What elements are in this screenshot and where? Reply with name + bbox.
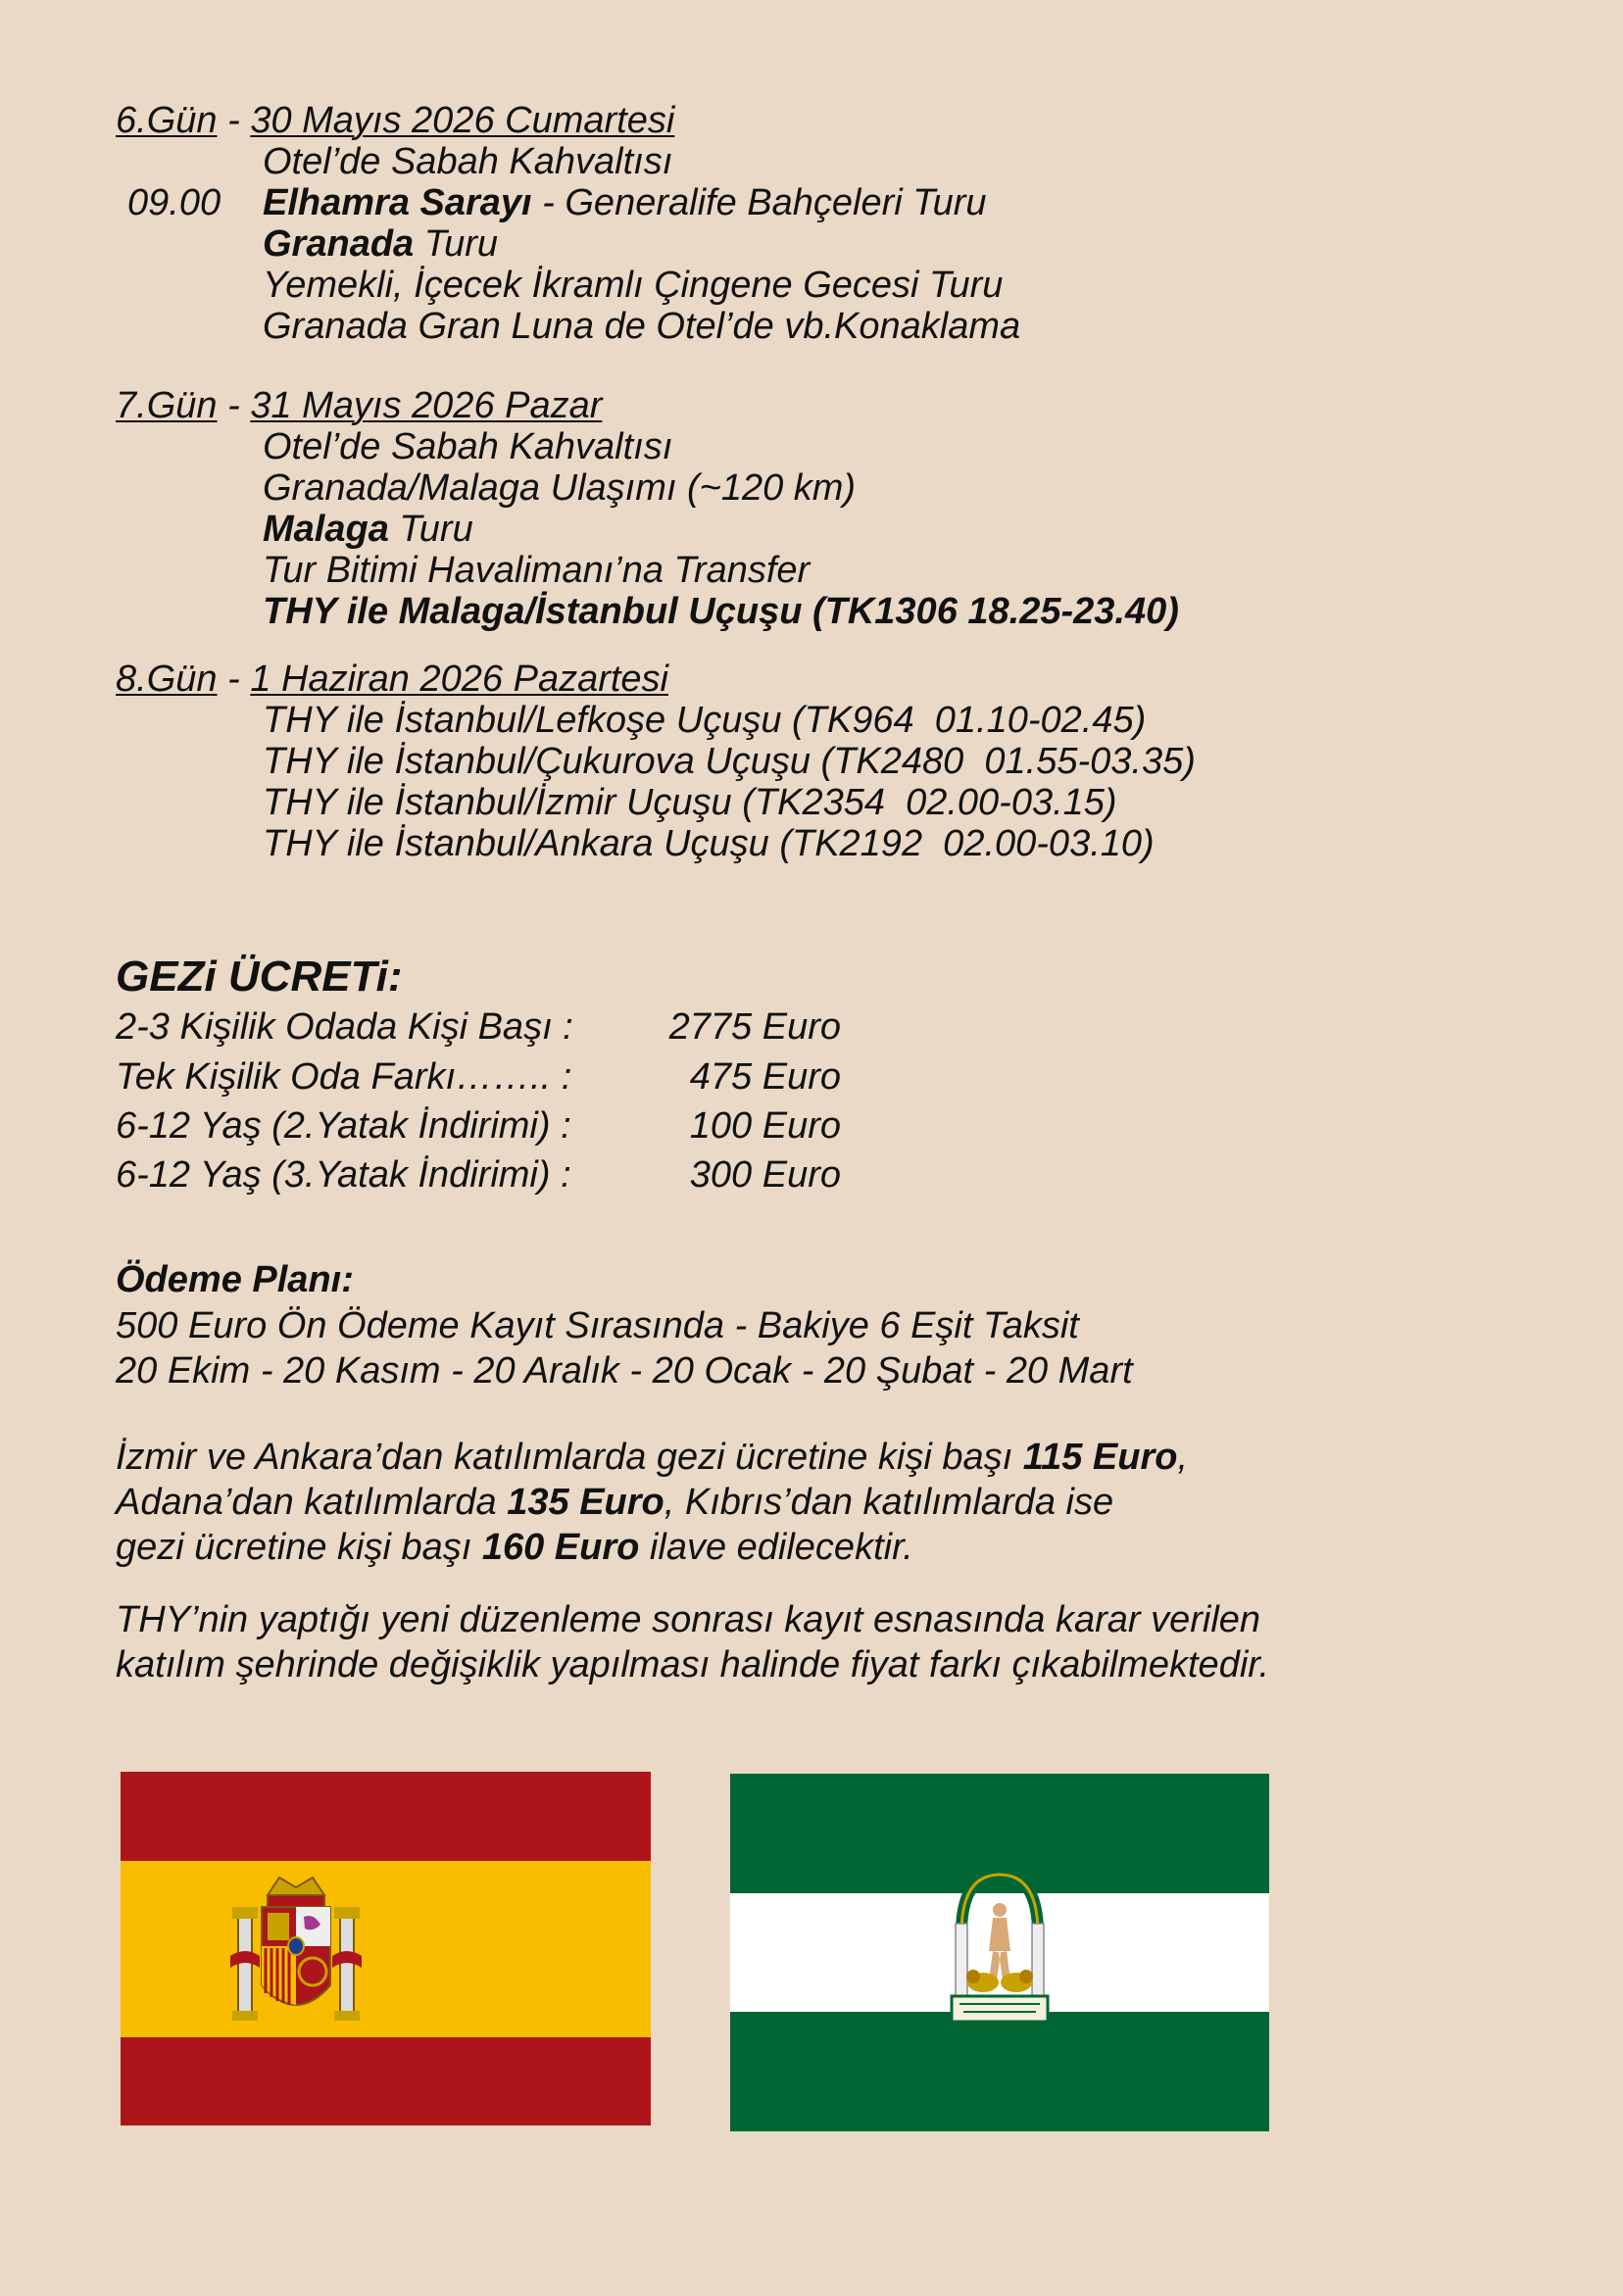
price-label: 2-3 Kişilik Odada Kişi Başı : <box>116 1006 573 1048</box>
itinerary-item <box>116 700 1147 741</box>
itinerary-text <box>263 141 672 182</box>
itinerary-fragment: Turu <box>414 223 499 265</box>
itinerary-text <box>263 426 672 467</box>
price-value: 100 Euro <box>689 1105 841 1147</box>
surcharge-text: , Kıbrıs’dan katılımlarda ise <box>664 1482 1114 1523</box>
itinerary-fragment: Granada Gran Luna de Otel’de vb.Konaklama <box>263 306 1021 347</box>
pricing-title: GEZi ÜCRETi: <box>116 953 403 1001</box>
itinerary-text <box>263 509 473 550</box>
price-value: 475 Euro <box>689 1056 841 1098</box>
itinerary-highlight: Elhamra Sarayı <box>263 182 532 223</box>
itinerary-fragment: Granada/Malaga Ulaşımı (~120 km) <box>263 467 857 509</box>
surcharge-text: Adana’dan katılımlarda <box>116 1482 508 1523</box>
itinerary-text <box>263 182 987 223</box>
day-header <box>116 659 668 700</box>
itinerary-fragment: THY ile İstanbul/Ankara Uçuşu (TK2192 02.00-03.10) <box>263 823 1155 864</box>
itinerary-text <box>263 700 1146 741</box>
note-line-2: katılım şehrinde değişiklik yapılması halinde fiyat farkı çıkabilmektedir. <box>116 1644 1270 1685</box>
surcharge-text: gezi ücretine kişi başı <box>116 1527 482 1568</box>
itinerary-text <box>263 823 1155 864</box>
itinerary-fragment: THY ile İstanbul/İzmir Uçuşu (TK2354 02.00-03.15) <box>263 782 1117 823</box>
itinerary-text <box>263 591 1179 632</box>
day-7-block <box>116 385 1179 632</box>
itinerary-text <box>263 467 856 509</box>
price-label: Tek Kişilik Oda Farkı…….. : <box>116 1056 572 1098</box>
itinerary-text <box>263 741 1196 782</box>
price-value: 300 Euro <box>689 1154 841 1196</box>
itinerary-item <box>116 823 1155 864</box>
day-date: 30 Mayıs 2026 Cumartesi <box>250 100 675 141</box>
itinerary-fragment: THY ile İstanbul/Çukurova Uçuşu (TK2480 01.55-03.35) <box>263 741 1196 782</box>
itinerary-item <box>116 467 857 509</box>
payment-line-2: 20 Ekim - 20 Kasım - 20 Aralık - 20 Ocak - 20 Şubat - 20 Mart <box>116 1350 1133 1392</box>
surcharge-line-2 <box>116 1480 1113 1525</box>
day-separator: - <box>217 385 251 426</box>
day-label: 6.Gün <box>116 100 218 141</box>
surcharge-amount: 115 Euro <box>1022 1437 1178 1478</box>
surcharge-text: , <box>1177 1437 1189 1478</box>
note-line-1: THY’nin yaptığı yeni düzenleme sonrası kayıt esnasında karar verilen <box>116 1599 1261 1640</box>
day-6-block <box>116 100 1021 347</box>
surcharge-line-3 <box>116 1525 913 1570</box>
surcharge-line-1 <box>116 1435 1188 1480</box>
itinerary-item <box>116 223 674 265</box>
itinerary-text <box>263 782 1117 823</box>
itinerary-fragment: Turu <box>388 509 473 550</box>
day-date: 1 Haziran 2026 Pazartesi <box>250 659 668 700</box>
itinerary-text <box>263 223 498 265</box>
itinerary-item <box>116 426 673 467</box>
itinerary-text <box>263 265 1003 306</box>
day-header <box>116 385 602 426</box>
itinerary-fragment: - Generalife Bahçeleri Turu <box>531 182 987 223</box>
itinerary-highlight: THY ile Malaga/İstanbul Uçuşu (TK1306 18.25-23.40) <box>263 591 1179 632</box>
payment-title: Ödeme Planı: <box>116 1259 354 1300</box>
surcharge-amount: 160 Euro <box>481 1527 640 1568</box>
itinerary-fragment: THY ile İstanbul/Lefkoşe Uçuşu (TK964 01.10-02.45) <box>263 700 1147 741</box>
day-date: 31 Mayıs 2026 Pazar <box>250 385 603 426</box>
itinerary-fragment: Tur Bitimi Havalimanı’na Transfer <box>263 550 811 591</box>
day-separator: - <box>217 659 251 700</box>
day-label: 7.Gün <box>116 385 218 426</box>
itinerary-fragment: Yemekli, İçecek İkramlı Çingene Gecesi Turu <box>263 265 1004 306</box>
itinerary-item <box>116 782 1117 823</box>
surcharge-text: İzmir ve Ankara’dan katılımlarda gezi ücretine kişi başı <box>116 1437 1023 1478</box>
andalusia-flag-icon <box>730 1774 1269 2131</box>
surcharge-text: ilave edilecektir. <box>639 1527 913 1568</box>
itinerary-item <box>116 741 1196 782</box>
itinerary-item <box>116 591 1179 632</box>
day-label: 8.Gün <box>116 659 218 700</box>
price-value: 2775 Euro <box>668 1006 841 1048</box>
itinerary-item <box>116 182 987 223</box>
price-label: 6-12 Yaş (2.Yatak İndirimi) : <box>116 1105 571 1147</box>
price-label: 6-12 Yaş (3.Yatak İndirimi) : <box>116 1154 571 1196</box>
surcharge-amount: 135 Euro <box>507 1482 664 1523</box>
itinerary-text <box>263 306 1020 347</box>
itinerary-item <box>116 306 1021 347</box>
spain-flag-icon <box>121 1772 651 2125</box>
day-separator: - <box>217 100 251 141</box>
day-8-block <box>116 659 1196 864</box>
itinerary-time: 09.00 <box>127 182 221 223</box>
itinerary-highlight: Malaga <box>263 509 389 550</box>
itinerary-item <box>116 550 811 591</box>
itinerary-fragment: Otel’de Sabah Kahvaltısı <box>263 426 673 467</box>
itinerary-item <box>116 141 674 182</box>
itinerary-item <box>116 509 602 550</box>
itinerary-text <box>263 550 810 591</box>
itinerary-fragment: Otel’de Sabah Kahvaltısı <box>263 141 673 182</box>
day-header <box>116 100 674 141</box>
itinerary-item <box>116 265 1004 306</box>
payment-line-1: 500 Euro Ön Ödeme Kayıt Sırasında - Bakiye 6 Eşit Taksit <box>116 1305 1079 1346</box>
itinerary-highlight: Granada <box>263 223 415 265</box>
